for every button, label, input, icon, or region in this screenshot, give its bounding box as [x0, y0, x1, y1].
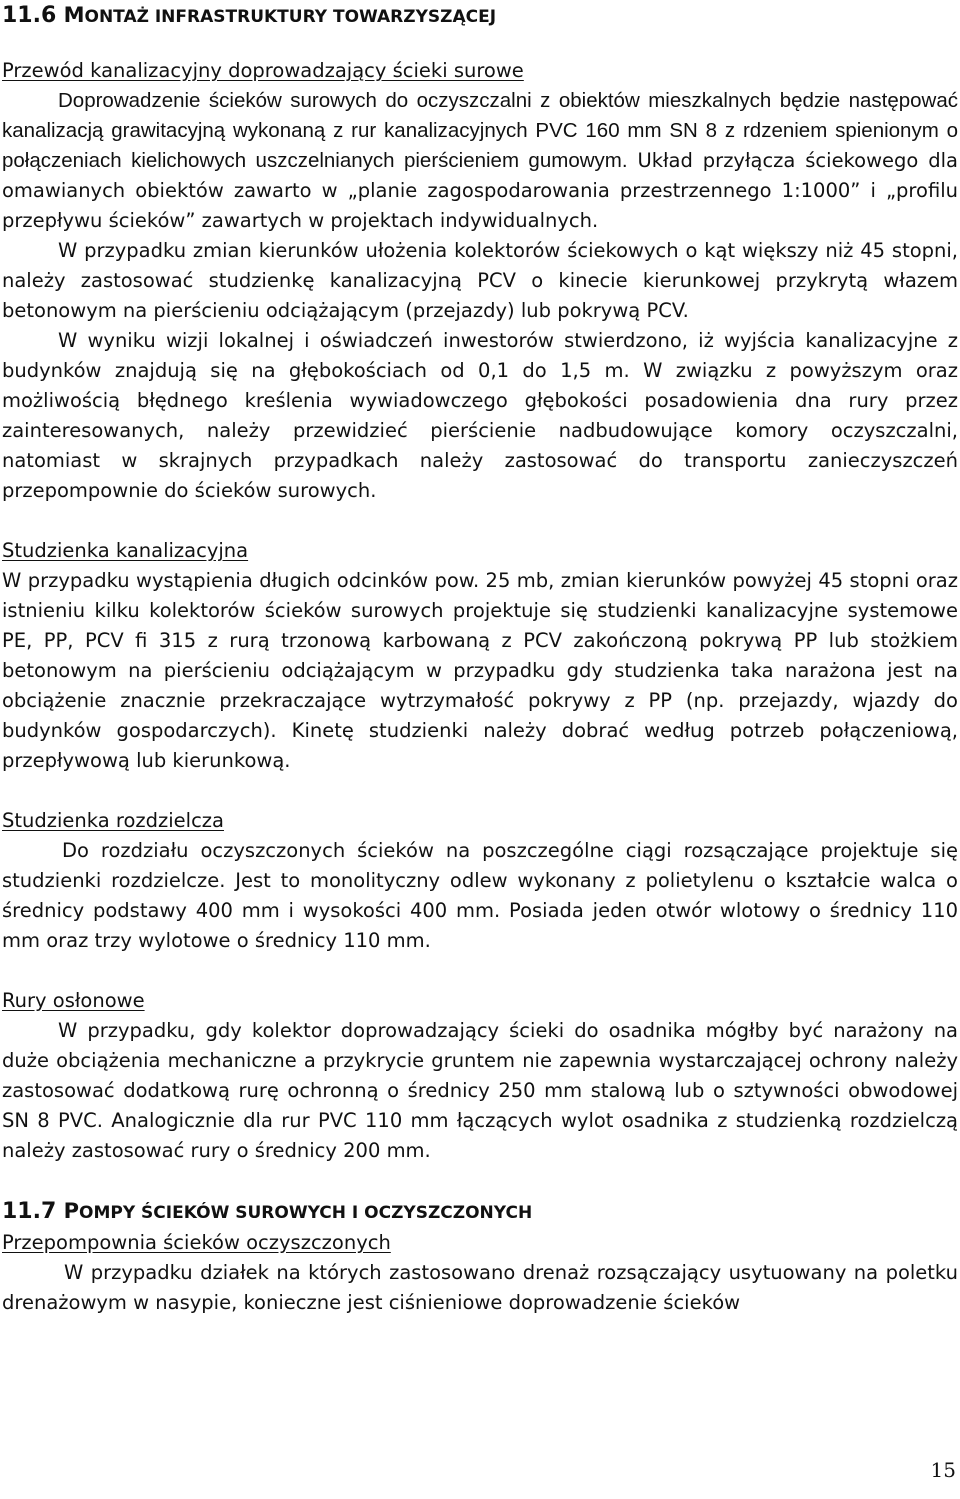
section-title-rest: OMPY ŚCIEKÓW SUROWYCH I OCZYSZCZONYCH — [79, 1203, 533, 1223]
sentence: Kinetę studzienki należy dobrać według potrzeb połączeniową, przepływową lub kierunkową. — [2, 719, 958, 772]
paragraph-przepompownia: W przypadku działek na których zastosowano drenaż rozsączający usytuowany na poletku drenażowym w nasypie, konieczne jest ciśnieniowe doprowadzenie ścieków — [2, 1261, 958, 1314]
section-title-initial: M — [63, 3, 85, 27]
sentence: Jest to monolityczny odlew wykonany z polietylenu o kształcie walca o średnicy podstawy 400 mm i wysokości 400 mm. — [2, 869, 958, 922]
section-title-rest: ONTAŻ INFRASTRUKTURY TOWARZYSZĄCEJ — [84, 7, 497, 27]
subsection-heading-studzienka-kanalizacyjna: Studzienka kanalizacyjna — [2, 539, 249, 562]
sentence: Do rozdziału oczyszczonych ścieków na poszczególne ciągi rozsączające projektuje się studzienki rozdzielcze. — [2, 839, 958, 892]
sentence: Posiada jeden otwór wlotowy o średnicy 110 mm oraz trzy wylotowe o średnicy 110 mm. — [2, 899, 958, 952]
section-number: 11.6 — [2, 3, 57, 28]
paragraph-studzienka-kanalizacyjna — [2, 566, 958, 776]
sentence: W przypadku, gdy kolektor doprowadzający ścieki do osadnika mógłby być narażony na duże obciążenia mechaniczne a przykrycie gruntem nie zapewnia wystarczającej ochrony należy zastosować dodatkową rurę ochronną o średnicy 250 mm stalową lub o sztywności obwodowej SN 8 PVC. — [2, 1019, 958, 1132]
spacer — [2, 776, 958, 806]
page-number: 15 — [930, 1458, 956, 1482]
section-number: 11.7 — [2, 1199, 57, 1224]
spacer — [2, 1166, 958, 1196]
paragraph-zmiany-kierunkow: W przypadku zmian kierunków ułożenia kolektorów ściekowych o kąt większy niż 45 stopni, należy zastosować studzienkę kanalizacyjną PCV o kinecie kierunkowej przykrytą włazem betonowym na pierścieniu odciążającym (przejazdy) lub pokrywą PCV. — [2, 239, 958, 322]
spacer — [2, 956, 958, 986]
document-page — [2, 0, 958, 1318]
sentence: Doprowadzenie ścieków surowych do oczyszczalni z obiektów mieszkalnych będzie następować kanalizacją grawitacyjną wykonaną z rur kanalizacyjnych PVC 160 mm SN 8 z rdzeniem spienionym o połączeniach kielichowych uszczelnianych pierścieniem gumowym. — [2, 89, 958, 172]
subsection-heading-przewod: Przewód kanalizacyjny doprowadzający ścieki surowe — [2, 59, 524, 82]
spacer — [2, 32, 958, 56]
spacer — [2, 506, 958, 536]
sentence: Układ przyłącza ściekowego dla omawianych obiektów zawarto w „planie zagospodarowania przestrzennego 1:1000” i „profilu przepływu ścieków” zawartych w projektach indywidualnych. — [2, 149, 958, 232]
section-heading-11-7 — [2, 1196, 958, 1228]
paragraph-studzienka-rozdzielcza — [2, 836, 958, 956]
subsection-heading-przepompownia: Przepompownia ścieków oczyszczonych — [2, 1231, 391, 1254]
subsection-heading-studzienka-rozdzielcza: Studzienka rozdzielcza — [2, 809, 224, 832]
sentence: W wyniku wizji lokalnej i oświadczeń inwestorów stwierdzono, iż wyjścia kanalizacyjne z budynków znajdują się na głębokościach od 0,1 do 1,5 m. — [2, 329, 958, 382]
paragraph-rury-oslonowe — [2, 1016, 958, 1166]
paragraph-wizja-lokalna — [2, 326, 958, 506]
section-title-initial: P — [63, 1199, 79, 1223]
paragraph-przewod — [2, 86, 958, 236]
sentence: W związku z powyższym oraz możliwością błędnego kreślenia wywiadowczego głębokości posadowienia dna rury przez zainteresowanych, należy przewidzieć pierścienie nadbudowujące komory oczyszczalni, natomiast w skrajnych przypadkach należy zastosować do transportu zanieczyszczeń przepompownie do ścieków surowych. — [2, 359, 958, 502]
sentence: Analogicznie dla rur PVC 110 mm łączących wylot osadnika z studzienką rozdzielczą należy zastosować rury o średnicy 200 mm. — [2, 1109, 959, 1162]
section-heading-11-6 — [2, 0, 958, 32]
sentence: W przypadku wystąpienia długich odcinków pow. 25 mb, zmian kierunków powyżej 45 stopni oraz istnieniu kilku kolektorów ścieków surowych projektuje się studzienki kanalizacyjne systemowe PE, PP, PCV fi 315 z rurą trzonową karbowaną z PCV zakończoną pokrywą PP lub stożkiem betonowym na pierścieniu odciążającym w przypadku gdy studzienka taka narażona jest na obciążenie znacznie przekraczające wytrzymałość pokrywy z PP (np. przejazdy, wjazdy do budynków gospodarczych). — [2, 569, 958, 742]
subsection-heading-rury-oslonowe: Rury osłonowe — [2, 989, 145, 1012]
